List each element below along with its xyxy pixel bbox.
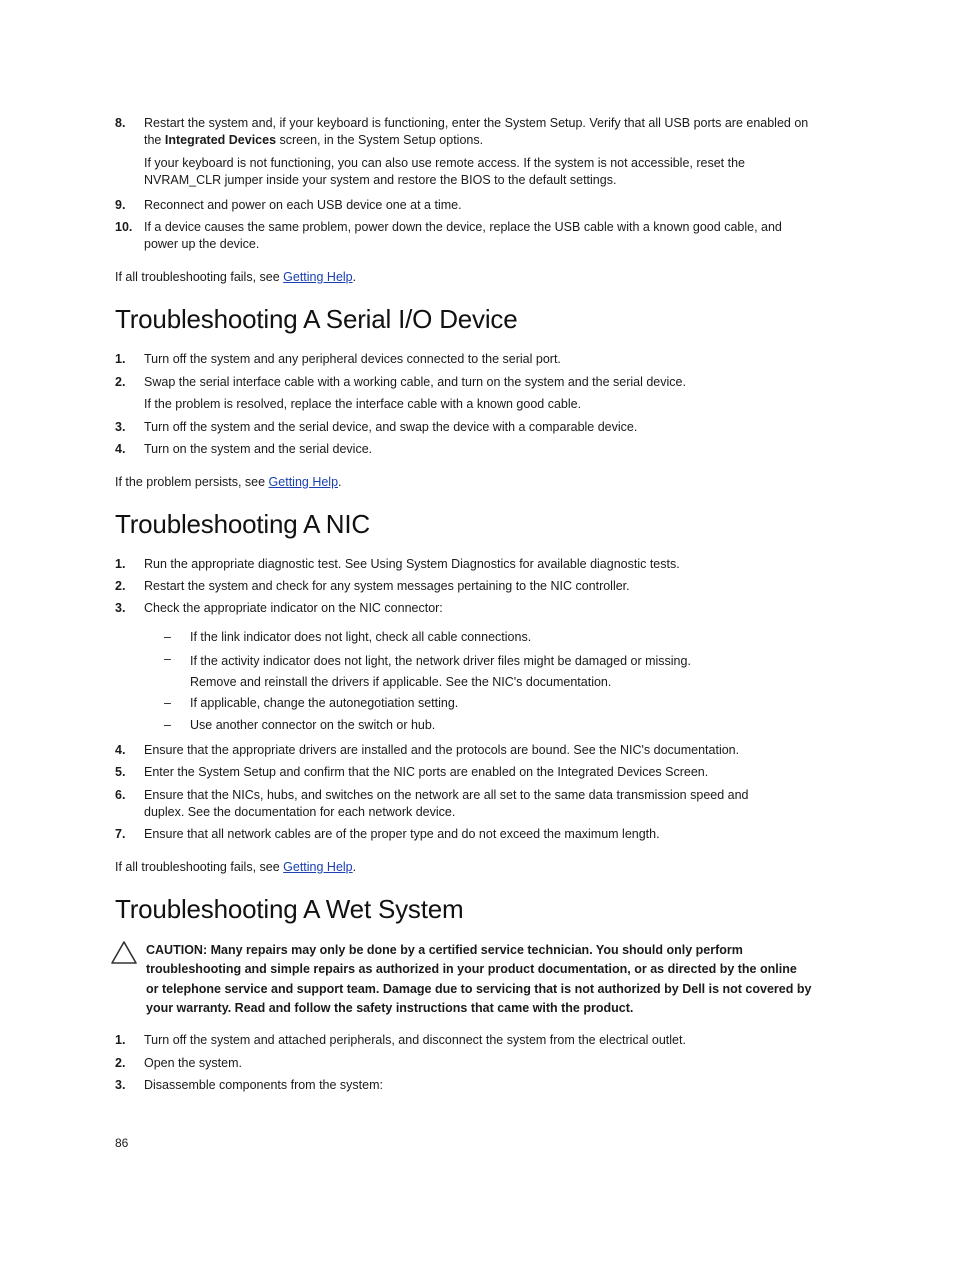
closing-paragraph	[115, 269, 815, 286]
closing-text: If all troubleshooting fails, see	[115, 860, 284, 874]
getting-help-link[interactable]: Getting Help	[283, 270, 353, 284]
step-text: Swap the serial interface cable with a working cable, and turn on the system and the serial device.	[144, 375, 686, 389]
step-text: Disassemble components from the system:	[144, 1078, 383, 1092]
step-text: Turn on the system and the serial device.	[144, 442, 373, 456]
bullet-text: If applicable, change the autonegotiation setting.	[190, 696, 459, 710]
step-text: Ensure that all network cables are of the proper type and do not exceed the maximum length.	[144, 827, 660, 841]
bullet-text: If the activity indicator does not light, the network driver files might be damaged or missing. Remove and reinstall the drivers if applicable. See the NIC's documentation.	[190, 654, 691, 689]
step-note: If your keyboard is not functioning, you can also use remote access. If the system is not accessible, reset the NVRAM_CLR jumper inside your system and restore the BIOS to the default settings.	[144, 156, 745, 187]
step-text: Ensure that the NICs, hubs, and switches on the network are all set to the same data transmission speed and duplex. See the documentation for each network device.	[144, 788, 749, 819]
step-text: Check the appropriate indicator on the NIC connector:	[144, 601, 443, 615]
bullet-text: If the link indicator does not light, check all cable connections.	[190, 630, 532, 644]
step-number: 7.	[115, 827, 126, 841]
closing-text: If all troubleshooting fails, see	[115, 270, 284, 284]
step-number: 1.	[115, 557, 126, 571]
step-number: 1.	[115, 1033, 126, 1047]
ui-term: Integrated Devices	[164, 133, 277, 147]
getting-help-link[interactable]: Getting Help	[268, 475, 339, 489]
closing-text: .	[352, 270, 357, 284]
step-number: 1.	[115, 352, 126, 366]
closing-text: .	[338, 475, 342, 489]
dash-bullet: –	[164, 652, 171, 666]
step-number: 4.	[115, 442, 126, 456]
section-heading: Troubleshooting A Wet System	[115, 894, 464, 924]
caution-notice: CAUTION: Many repairs may only be done by a certified service technician. You should only perform troubleshooting and simple repairs as authorized in your product documentation, or as directed by the online or telephone service and support team. Damage due to servicing that is not authorized by Dell is not covered by your warranty. Read and follow the safety instructions that came with the product.	[146, 943, 812, 1015]
step-number: 4.	[115, 743, 126, 757]
step-text: If a device causes the same problem, power down the device, replace the USB cable with a known good cable, and power up the device.	[144, 220, 782, 251]
closing-text: .	[352, 860, 357, 874]
step-number: 3.	[115, 1078, 126, 1092]
step-text: Open the system.	[144, 1056, 242, 1070]
section-heading: Troubleshooting A Serial I/O Device	[115, 304, 518, 334]
dash-bullet: –	[164, 630, 171, 644]
step-number: 6.	[115, 788, 126, 802]
step-number: 9.	[115, 198, 126, 212]
step-text: Restart the system and check for any system messages pertaining to the NIC controller.	[144, 579, 630, 593]
dash-bullet: –	[164, 718, 171, 732]
closing-paragraph	[115, 474, 815, 491]
step-number: 3.	[115, 420, 126, 434]
step-text: Ensure that the appropriate drivers are installed and the protocols are bound. See the NIC's documentation.	[144, 743, 740, 757]
step-number: 3.	[115, 601, 126, 615]
step-number: 2.	[115, 375, 126, 389]
step-text: Turn off the system and the serial device, and swap the device with a comparable device.	[144, 420, 638, 434]
step-text	[144, 115, 816, 149]
bullet-text: Use another connector on the switch or hub.	[190, 718, 436, 732]
step-note: If the problem is resolved, replace the interface cable with a known good cable.	[144, 397, 582, 411]
step-text-part: Restart the system and, if your keyboard is functioning, enter the System Setup. Verify that all USB ports are enabled on the	[144, 116, 809, 147]
closing-text: If the problem persists, see	[115, 475, 269, 489]
closing-paragraph	[115, 859, 815, 876]
step-text: Reconnect and power on each USB device one at a time.	[144, 198, 462, 212]
step-text: Enter the System Setup and confirm that the NIC ports are enabled on the Integrated Devices Screen.	[144, 765, 709, 779]
step-text: Run the appropriate diagnostic test. See Using System Diagnostics for available diagnostic tests.	[144, 557, 680, 571]
step-number: 2.	[115, 579, 126, 593]
step-text: Turn off the system and attached peripherals, and disconnect the system from the electrical outlet.	[144, 1033, 686, 1047]
page-number: 86	[115, 1136, 129, 1150]
section-heading: Troubleshooting A NIC	[115, 509, 370, 539]
getting-help-link[interactable]: Getting Help	[283, 860, 353, 874]
step-number: 2.	[115, 1056, 126, 1070]
caution-triangle-icon	[110, 940, 138, 966]
dash-bullet: –	[164, 696, 171, 710]
step-number: 10.	[115, 220, 133, 234]
step-text-part: screen, in the System Setup options.	[276, 133, 484, 147]
step-text: Turn off the system and any peripheral devices connected to the serial port.	[144, 352, 561, 366]
step-number: 5.	[115, 765, 126, 779]
step-number: 8.	[115, 116, 126, 130]
